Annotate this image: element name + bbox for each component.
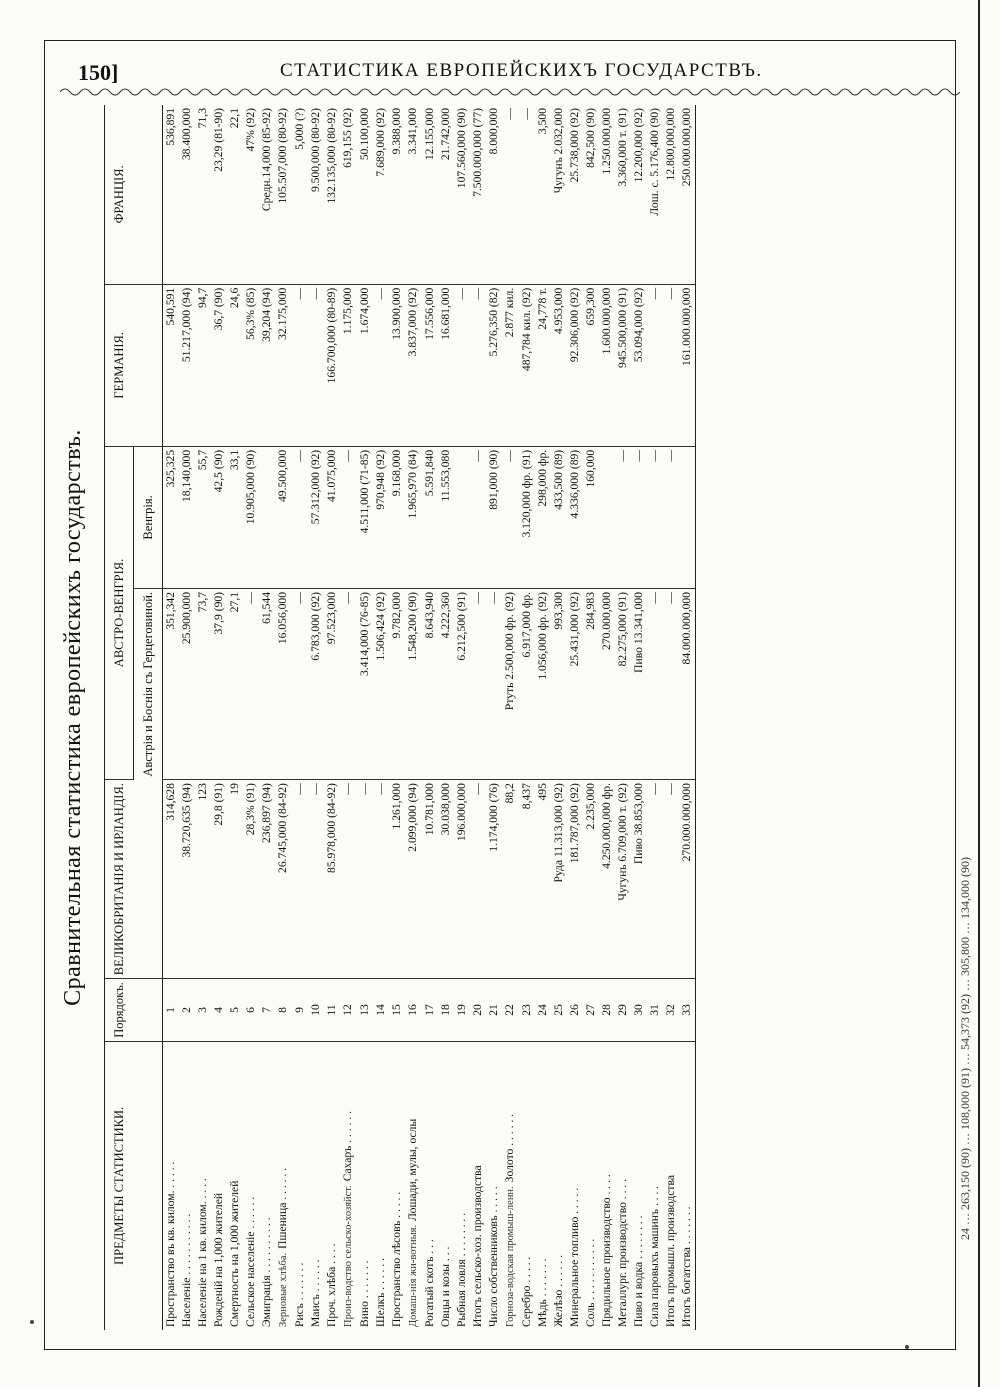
cell-gb: 29,8 (91)	[211, 780, 227, 979]
cell-germany: 24,778 т.	[535, 284, 551, 446]
ink-speck	[30, 1320, 34, 1324]
cell-austria: 6.783,000 (92)	[308, 588, 324, 779]
cell-germany: —	[663, 284, 679, 446]
row-number: 29	[615, 979, 631, 1042]
table-row	[308, 105, 324, 1330]
row-number: 30	[631, 979, 647, 1042]
row-item-text: Золото . . . . . .	[503, 1113, 516, 1183]
cell-germany: 5.276,350 (82)	[486, 284, 502, 446]
row-item-label: Пространство въ кв. килом. . . . . .	[164, 1161, 177, 1327]
cell-france: 50.100,000	[357, 105, 373, 284]
cell-france: 71,3	[195, 105, 211, 284]
row-item-label: Итогъ промышл. производства	[664, 1175, 677, 1327]
cell-austria: 1.548,200 (90)	[405, 588, 422, 779]
cell-hungary: 10.905,000 (90)	[243, 446, 259, 588]
cell-france: 7.500.000,000 (77)	[470, 105, 486, 284]
row-number: 2	[179, 979, 195, 1042]
cell-gb: —	[663, 780, 679, 979]
row-item-label: Желѣзо . . . . . .	[552, 1254, 565, 1327]
row-number: 6	[243, 979, 259, 1042]
cell-germany: 161.000.000,000	[679, 284, 696, 446]
cell-germany: 17.556,000	[422, 284, 438, 446]
cell-france: 250.000.000,000	[679, 105, 696, 284]
table-row	[211, 105, 227, 1330]
cell-germany: 16.681,000	[438, 284, 454, 446]
cell-austria: 97.523,000	[324, 588, 340, 779]
table-row	[324, 105, 340, 1330]
cell-gb: 2.235,000	[583, 780, 599, 979]
cell-france: 132.135,000 (80-92)	[324, 105, 340, 284]
row-group-label: Горноза-водская промыш-ленн.	[505, 1186, 516, 1327]
table-row	[535, 105, 551, 1330]
row-item-label: Шелкъ . . . . . .	[374, 1257, 387, 1327]
row-number: 27	[583, 979, 599, 1042]
cell-austria: 6.212,500 (91)	[454, 588, 470, 779]
cell-hungary: 325,325	[163, 446, 180, 588]
header-item: ПРЕДМЕТЫ СТАТИСТИКИ.	[105, 1041, 163, 1330]
header-hungary: Венгрія.	[134, 446, 163, 588]
row-number: 33	[679, 979, 696, 1042]
table-title: Сравнительная статистика европейскихъ государствъ.	[60, 429, 86, 1006]
row-item-label: Рогатый скотъ . . .	[423, 1239, 436, 1327]
cell-gb: 10.781,000	[422, 780, 438, 979]
row-number: 11	[324, 979, 340, 1042]
header-number: Порядокъ.	[105, 979, 163, 1042]
cell-hungary	[599, 446, 615, 588]
table-row	[373, 105, 389, 1330]
cell-gb: 85.978,000 (84-92)	[324, 780, 340, 979]
row-number: 1	[163, 979, 180, 1042]
cell-france: 12.800,000,000	[663, 105, 679, 284]
row-number: 17	[422, 979, 438, 1042]
table-row	[599, 105, 615, 1330]
cell-france: —	[502, 105, 519, 284]
cell-hungary: 160,000	[583, 446, 599, 588]
table-row	[179, 105, 195, 1330]
cell-hungary: —	[631, 446, 647, 588]
cell-gb: 181.787,000 (92)	[567, 780, 583, 979]
row-number: 19	[454, 979, 470, 1042]
cell-hungary	[679, 446, 696, 588]
row-number: 4	[211, 979, 227, 1042]
row-item-text: Пшеница . . . . . .	[276, 1167, 289, 1249]
cell-germany: 659,300	[583, 284, 599, 446]
cell-france: 619,155 (92)	[340, 105, 357, 284]
table-row	[519, 105, 535, 1330]
cell-germany: 3.837,000 (92)	[405, 284, 422, 446]
cell-gb: —	[357, 780, 373, 979]
row-item-text: Лошади, мулы, ослы	[406, 1118, 419, 1221]
cell-gb: —	[373, 780, 389, 979]
cell-hungary: 11.553,080	[438, 446, 454, 588]
cell-france: 9.388,000	[389, 105, 405, 284]
cell-austria: 9.782,000	[389, 588, 405, 779]
cell-germany: —	[292, 284, 308, 446]
header-germany: ГЕРМАНІЯ.	[105, 284, 163, 446]
table-row	[438, 105, 454, 1330]
cell-hungary: 298,000 фр.	[535, 446, 551, 588]
cell-germany: 487,784 кил. (92)	[519, 284, 535, 446]
statistics-table	[104, 105, 696, 1330]
cell-germany: 166.700,000 (80-89)	[324, 284, 340, 446]
cell-germany: 540,591	[163, 284, 180, 446]
row-item-label: Рисъ . . . . . . .	[293, 1262, 306, 1327]
table-row	[567, 105, 583, 1330]
cell-hungary: —	[470, 446, 486, 588]
table-body	[163, 105, 696, 1330]
row-item-label: Итогъ богатства . . . . . . .	[679, 1041, 696, 1330]
cell-gb: 495	[535, 780, 551, 979]
cell-gb: 8,437	[519, 780, 535, 979]
row-item-label: Рыбная ловля . . . . . . . .	[455, 1212, 468, 1327]
cell-france: 1.250.000,000	[599, 105, 615, 284]
cell-france: 842,500 (90)	[583, 105, 599, 284]
row-number: 20	[470, 979, 486, 1042]
cell-gb: —	[647, 780, 663, 979]
row-item-label: Маисъ . . . . . .	[309, 1259, 322, 1327]
table-row	[163, 105, 180, 1330]
table-row	[470, 105, 486, 1330]
table-row	[454, 105, 470, 1330]
row-number: 31	[647, 979, 663, 1042]
table-row	[422, 105, 438, 1330]
cell-austria: 351,342	[163, 588, 180, 779]
row-group-label: Произ-водство сельско-хозяйст.	[343, 1185, 354, 1327]
row-number: 18	[438, 979, 454, 1042]
cell-hungary: —	[340, 446, 357, 588]
cell-germany: 92.306,000 (92)	[567, 284, 583, 446]
table-row	[389, 105, 405, 1330]
row-number: 26	[567, 979, 583, 1042]
row-item-label: Рожденій на 1,000 жителей	[212, 1192, 225, 1327]
table-row	[275, 105, 292, 1330]
row-item-label: Металлург. производство . . . .	[616, 1178, 629, 1327]
row-item-label: Смертность на 1,000 жителей	[228, 1180, 241, 1327]
cell-gb: —	[308, 780, 324, 979]
cell-gb: 19	[227, 780, 243, 979]
cell-germany: 1.175,000	[340, 284, 357, 446]
cell-hungary: 3.120,000 фр. (91)	[519, 446, 535, 588]
cell-hungary: 891,000 (90)	[486, 446, 502, 588]
cell-france: 536,891	[163, 105, 180, 284]
row-item-label: Пространство лѣсовъ . . . . .	[390, 1191, 403, 1327]
row-item-label: Сила паровыхъ машинъ . . . .	[648, 1185, 661, 1327]
cell-austria: 82.275,000 (91)	[615, 588, 631, 779]
row-item-label: Итогъ сельско-хоз. производства	[471, 1165, 484, 1327]
cell-hungary: 970,948 (92)	[373, 446, 389, 588]
cell-gb: 26.745,000 (84-92)	[275, 780, 292, 979]
cell-austria: —	[647, 588, 663, 779]
ink-speck	[905, 1345, 909, 1349]
row-number: 22	[502, 979, 519, 1042]
cell-hungary: —	[292, 446, 308, 588]
row-number: 21	[486, 979, 502, 1042]
table-row	[583, 105, 599, 1330]
row-number: 32	[663, 979, 679, 1042]
cell-france: 23,29 (81-90)	[211, 105, 227, 284]
cell-germany: —	[647, 284, 663, 446]
running-title: СТАТИСТИКА ЕВРОПЕЙСКИХЪ ГОСУДАРСТВЪ.	[280, 60, 763, 81]
row-number: 7	[259, 979, 275, 1042]
cell-austria: 61,544	[259, 588, 275, 779]
cell-hungary: 42,5 (90)	[211, 446, 227, 588]
table-row	[227, 105, 243, 1330]
cell-hungary: 57.312,000 (92)	[308, 446, 324, 588]
cell-hungary: —	[647, 446, 663, 588]
page-number: 150]	[78, 60, 119, 85]
cell-gb: 314,628	[163, 780, 180, 979]
row-number: 12	[340, 979, 357, 1042]
row-item-label: Сельское населеніе . . . . . .	[244, 1196, 257, 1327]
adjacent-page-text: 24 … 263,150 (90) … 108,000 (91) … 54,373 (92) … 305,800 … 134,000 (90)	[958, 857, 972, 1240]
row-number: 15	[389, 979, 405, 1042]
cell-gb: 2.099,000 (94)	[405, 780, 422, 979]
row-number: 23	[519, 979, 535, 1042]
cell-germany: 51.217,000 (94)	[179, 284, 195, 446]
row-item-label: Эмиграція . . . . . . . . . .	[260, 1217, 273, 1327]
cell-gb: —	[340, 780, 357, 979]
cell-gb: 38.720,635 (94)	[179, 780, 195, 979]
row-item-label	[340, 1041, 357, 1330]
cell-germany: 1.674,000	[357, 284, 373, 446]
row-number: 25	[551, 979, 567, 1042]
cell-germany: 945.500,000 (91)	[615, 284, 631, 446]
cell-france: 38.400,000	[179, 105, 195, 284]
row-group-label: Домаш-нія жи-вотныя.	[408, 1224, 419, 1327]
row-item-label: Пиво и водка . . . . . . . .	[632, 1215, 645, 1327]
cell-france: —	[519, 105, 535, 284]
row-number: 14	[373, 979, 389, 1042]
cell-austria: —	[340, 588, 357, 779]
cell-france: 107.560,000 (90)	[454, 105, 470, 284]
cell-hungary: 5.591,840	[422, 446, 438, 588]
cell-hungary: 18,140,000	[179, 446, 195, 588]
header-austria-hungary: АВСТРО-ВЕНГРІЯ.	[105, 446, 134, 779]
cell-hungary: 433,500 (89)	[551, 446, 567, 588]
row-item-label	[275, 1041, 292, 1330]
cell-france: 105.507,000 (80-92)	[275, 105, 292, 284]
cell-austria: —	[292, 588, 308, 779]
cell-hungary: 1.965,970 (84)	[405, 446, 422, 588]
row-item-label: Населеніе на 1 кв. килом. . . . .	[196, 1178, 209, 1327]
row-item-label: Мѣдь . . . . . . .	[536, 1258, 549, 1327]
cell-gb: 196.000,000	[454, 780, 470, 979]
row-number: 5	[227, 979, 243, 1042]
cell-gb: 4.250.000,000 фр.	[599, 780, 615, 979]
cell-germany: 39,204 (94)	[259, 284, 275, 446]
cell-gb: 1.261,000	[389, 780, 405, 979]
wavy-rule	[60, 86, 960, 98]
cell-austria: 1.506,424 (92)	[373, 588, 389, 779]
table-row	[486, 105, 502, 1330]
row-item-label: Число собственниковъ . . . . .	[487, 1186, 500, 1327]
cell-austria: —	[243, 588, 259, 779]
table-row	[647, 105, 663, 1330]
cell-france: 8.000,000	[486, 105, 502, 284]
cell-france: 25.738,000 (92)	[567, 105, 583, 284]
cell-austria: —	[470, 588, 486, 779]
row-item-label	[502, 1041, 519, 1330]
cell-france: Чугунъ 2.032,000	[551, 105, 567, 284]
row-number: 24	[535, 979, 551, 1042]
cell-france: 7.689,000 (92)	[373, 105, 389, 284]
header-france: ФРАНЦІЯ.	[105, 105, 163, 284]
cell-gb: 28,3% (91)	[243, 780, 259, 979]
row-item-label	[405, 1041, 422, 1330]
row-number: 16	[405, 979, 422, 1042]
table-row	[357, 105, 373, 1330]
cell-gb: 123	[195, 780, 211, 979]
cell-france: Средн.14,000 (85-92)	[259, 105, 275, 284]
cell-gb: 270.000.000,000	[679, 780, 696, 979]
table-row	[679, 105, 696, 1330]
adjacent-page-rule	[978, 0, 980, 1387]
cell-gb: Пиво 38.853,000	[631, 780, 647, 979]
cell-hungary: 9.168,000	[389, 446, 405, 588]
cell-hungary: 4.511,000 (71-85)	[357, 446, 373, 588]
table-row	[631, 105, 647, 1330]
cell-germany: 1.600.000,000	[599, 284, 615, 446]
table-row	[259, 105, 275, 1330]
cell-hungary: —	[615, 446, 631, 588]
cell-germany: 32.175,000	[275, 284, 292, 446]
cell-france: 12.155,000	[422, 105, 438, 284]
cell-austria: —	[663, 588, 679, 779]
cell-germany: 56,3% (85)	[243, 284, 259, 446]
cell-hungary: 55,7	[195, 446, 211, 588]
cell-france: 9.500,000 (80-92)	[308, 105, 324, 284]
cell-germany: —	[470, 284, 486, 446]
table-row	[405, 105, 422, 1330]
table-row	[195, 105, 211, 1330]
cell-austria: 6.917,000 фр.	[519, 588, 535, 779]
row-number: 3	[195, 979, 211, 1042]
cell-austria: 25.900,000	[179, 588, 195, 779]
cell-austria: Ртуть 2.500,000 фр. (92)	[502, 588, 519, 779]
table-row	[292, 105, 308, 1330]
cell-france: Лош. с. 5.176,400 (90)	[647, 105, 663, 284]
cell-austria: 16.056,000	[275, 588, 292, 779]
cell-hungary: 4.336,000 (89)	[567, 446, 583, 588]
cell-hungary: 41.075,000	[324, 446, 340, 588]
cell-germany: 2.877 кил.	[502, 284, 519, 446]
cell-france: 5,000 (?)	[292, 105, 308, 284]
table-row	[663, 105, 679, 1330]
cell-germany: 24,6	[227, 284, 243, 446]
cell-germany: 53.094,000 (92)	[631, 284, 647, 446]
cell-gb: —	[292, 780, 308, 979]
cell-france: 3.360,000 т. (91)	[615, 105, 631, 284]
cell-germany: 94,7	[195, 284, 211, 446]
cell-germany: —	[454, 284, 470, 446]
cell-hungary: 33,1	[227, 446, 243, 588]
header-austria: Австрія и Боснія съ Герцеговиной.	[134, 588, 163, 779]
table-row	[502, 105, 519, 1330]
cell-hungary: —	[663, 446, 679, 588]
cell-hungary	[259, 446, 275, 588]
cell-austria: —	[486, 588, 502, 779]
cell-austria: 1.056,000 фр. (92)	[535, 588, 551, 779]
cell-germany: —	[373, 284, 389, 446]
row-item-label: Серебро . . . . .	[520, 1256, 533, 1327]
cell-hungary: —	[502, 446, 519, 588]
header-gb: ВЕЛИКОБРИТАНІЯ И ИРЛАНДІЯ.	[105, 780, 163, 979]
row-item-label: Вино . . . . . . .	[358, 1260, 371, 1327]
adjacent-page-strip	[958, 0, 1000, 1387]
table-row	[615, 105, 631, 1330]
table-row	[243, 105, 259, 1330]
table-row	[551, 105, 567, 1330]
cell-germany: 13.900,000	[389, 284, 405, 446]
cell-austria: 84.000.000,000	[679, 588, 696, 779]
cell-austria: 4.222,360	[438, 588, 454, 779]
cell-austria: 270.000,000	[599, 588, 615, 779]
cell-hungary	[454, 446, 470, 588]
cell-france: 22,1	[227, 105, 243, 284]
cell-france: 3,500	[535, 105, 551, 284]
cell-gb: 1.174,000 (76)	[486, 780, 502, 979]
cell-germany: 4.953,000	[551, 284, 567, 446]
rotated-table-wrapper	[60, 105, 940, 1330]
row-item-label: Прядильное производство . . . .	[600, 1174, 613, 1327]
cell-austria: 27,1	[227, 588, 243, 779]
cell-austria: 3.414,000 (76-85)	[357, 588, 373, 779]
cell-austria: 284,983	[583, 588, 599, 779]
cell-austria: 73,7	[195, 588, 211, 779]
table-row	[340, 105, 357, 1330]
cell-austria: Пиво 13.341,000	[631, 588, 647, 779]
cell-france: 47% (92)	[243, 105, 259, 284]
cell-france: 3.341,000	[405, 105, 422, 284]
cell-germany: 36,7 (90)	[211, 284, 227, 446]
row-number: 28	[599, 979, 615, 1042]
cell-austria: 25.431,000 (92)	[567, 588, 583, 779]
row-item-label: Минеральное топливо . . . . .	[568, 1187, 581, 1327]
cell-germany: —	[308, 284, 324, 446]
row-item-label: Проч. хлѣба . . . .	[325, 1243, 338, 1327]
row-item-label: Овцы и козы . . .	[439, 1246, 452, 1327]
cell-gb: 30.038,000	[438, 780, 454, 979]
row-number: 9	[292, 979, 308, 1042]
cell-gb: Руда 11.313,000 (92)	[551, 780, 567, 979]
cell-austria: 37,9 (90)	[211, 588, 227, 779]
cell-austria: 993,300	[551, 588, 567, 779]
cell-gb: —	[470, 780, 486, 979]
row-item-text: Сахаръ . . . . . .	[341, 1110, 354, 1182]
cell-france: 21.742,000	[438, 105, 454, 284]
cell-austria: 8.643,940	[422, 588, 438, 779]
cell-hungary: 49.500,000	[275, 446, 292, 588]
row-item-label: Соль . . . . . . . . . . .	[584, 1238, 597, 1327]
cell-gb: 88,2	[502, 780, 519, 979]
row-item-label: Населеніе . . . . . . . . . . .	[180, 1213, 193, 1327]
row-number: 10	[308, 979, 324, 1042]
row-group-label: Зерновые хлѣба.	[278, 1252, 289, 1327]
cell-france: 12.200,000 (92)	[631, 105, 647, 284]
row-number: 13	[357, 979, 373, 1042]
cell-gb: 236,897 (94)	[259, 780, 275, 979]
row-number: 8	[275, 979, 292, 1042]
cell-gb: Чугунъ 6.709,000 т. (92)	[615, 780, 631, 979]
